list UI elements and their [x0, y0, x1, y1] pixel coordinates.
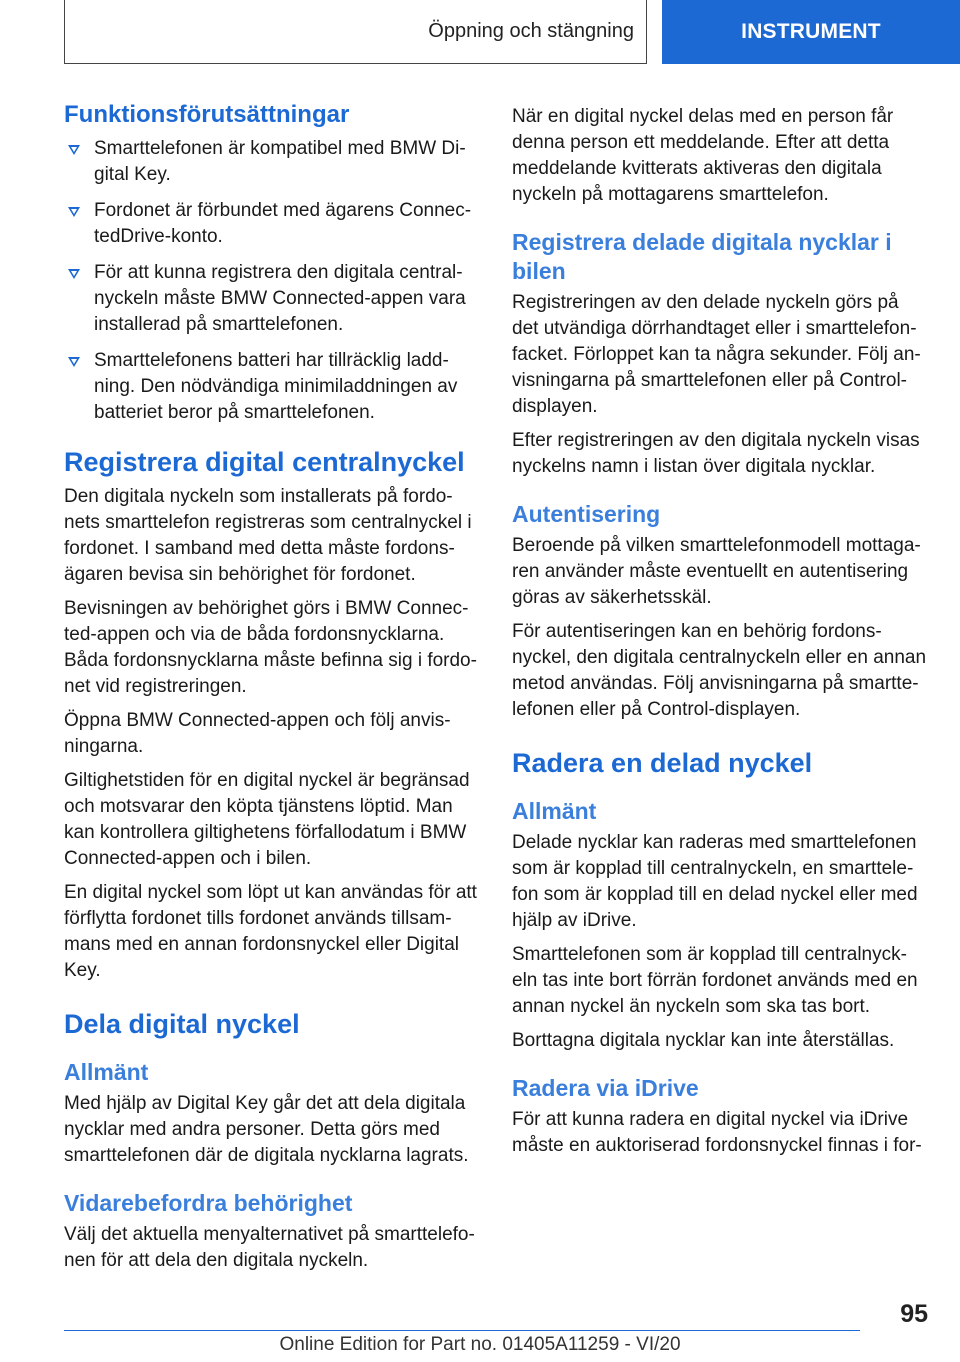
footer-edition: Online Edition for Part no. 01405A11259 - VI/20 — [279, 1334, 681, 1355]
paragraph: Efter registreringen av den digitala nyckeln visas nyckelns namn i listan över digitala nycklar. — [512, 430, 920, 477]
paragraph: Delade nycklar kan raderas med smarttelefonen som är kopplad till centralnyckeln, en smarttele‐fon som är kopplad till en delad nyckel eller med hjälp av iDrive. — [512, 832, 918, 931]
section-title: Funktionsförutsättningar — [64, 101, 350, 128]
subsection-title: Allmänt — [512, 798, 597, 824]
list-item: Smarttelefonens batteri har tillräcklig ladd‐ning. Den nödvändiga minimiladdningen av batteriet beror på smarttelefonen. — [64, 348, 480, 426]
paragraph: Borttagna digitala nycklar kan inte återställas. — [512, 1030, 895, 1051]
section-title: Dela digital nyckel — [64, 1009, 300, 1039]
footer-divider — [64, 1330, 860, 1331]
left-column — [64, 100, 480, 1282]
section-title: Autentisering — [512, 501, 661, 527]
section-registrera-delade — [512, 228, 930, 480]
paragraph: Med hjälp av Digital Key går det att dela digitala nycklar med andra personer. Detta görs med smarttelefonen där de digitala nycklarna lagrats. — [64, 1093, 469, 1166]
paragraph: Den digitala nyckeln som installerats på fordo‐nets smarttelefon registreras som centralnyckel i fordonet. I samband med detta måste fordons‐ägaren bevisa sin behörighet för fordonet. — [64, 486, 472, 585]
subsection-title: Vidarebefordra behörighet — [64, 1190, 353, 1216]
subsection-title: Radera via iDrive — [512, 1075, 699, 1101]
section-title: Radera en delad nyckel — [512, 748, 813, 778]
section-title: Registrera delade digitala nycklar i bilen — [512, 229, 892, 284]
paragraph: Beroende på vilken smarttelefonmodell mottaga‐ren använder måste eventuellt en autentisering göras av säkerhetsskäl. — [512, 535, 921, 608]
section-title: Registrera digital centralnyckel — [64, 447, 465, 477]
paragraph: Giltighetstiden för en digital nyckel är begränsad och motsvarar den köpta tjänstens löptid. Man kan kontrollera giltighetens förfallodatum i BMW Connected-appen och i bilen. — [64, 770, 470, 869]
list-item: För att kunna registrera den digitala central‐nyckeln måste BMW Connected-appen vara installerad på smarttelefonen. — [64, 260, 480, 338]
tab-label: INSTRUMENT — [741, 20, 881, 43]
section-funktionsforutsattningar — [64, 100, 480, 426]
header-chapter — [64, 0, 647, 64]
requirements-list — [64, 136, 480, 426]
paragraph: Öppna BMW Connected-appen och följ anvis‐ningarna. — [64, 710, 451, 757]
paragraph: För autentiseringen kan en behörig fordons‐nyckel, den digitala centralnyckeln eller en annan metod användas. Följ anvisningarna på smartte‐lefonen eller på Control-displayen. — [512, 621, 927, 720]
section-autentisering — [512, 500, 930, 723]
section-dela-digital-nyckel — [64, 1008, 480, 1274]
triangle-bullet-icon — [68, 357, 80, 367]
subsection-title: Allmänt — [64, 1059, 149, 1085]
list-item: Smarttelefonen är kompatibel med BMW Di‐gital Key. — [64, 136, 480, 188]
paragraph: En digital nyckel som löpt ut kan användas för att förflytta fordonet tills fordonet används tillsam‐mans med en annan fordonsnyckel eller Digital Key. — [64, 882, 477, 981]
section-radera-delad-nyckel — [512, 747, 930, 1159]
section-registrera-digital-centralnyckel — [64, 446, 480, 984]
chapter-title: Öppning och stängning — [428, 20, 634, 42]
paragraph: Välj det aktuella menyalternativet på smarttelefo‐nen för att dela den digitala nyckeln. — [64, 1224, 475, 1271]
paragraph: Bevisningen av behörighet görs i BMW Connec‐ted-appen och via de båda fordonsnycklarna. Båda fordonsnycklarna måste befinna sig i fordo‐net vid registreringen. — [64, 598, 477, 697]
paragraph: Smarttelefonen som är kopplad till centralnyck‐eln tas inte bort förrän fordonet används med en annan nyckel än nyckeln som ska tas bort. — [512, 944, 918, 1017]
paragraph: Registreringen av den delade nyckeln görs på det utvändiga dörrhandtaget eller i smarttelefon‐facket. Förloppet kan ta några sekunder. Följ an‐visningarna på smarttelefonen eller på Control-displayen. — [512, 292, 921, 417]
triangle-bullet-icon — [68, 207, 80, 217]
paragraph: När en digital nyckel delas med en person får denna person ett meddelande. Efter att detta meddelande kvitterats aktiveras den digitala nyckeln på mottagarens smarttelefon. — [512, 106, 894, 205]
page-number: 95 — [900, 1300, 928, 1328]
right-column — [512, 104, 930, 1167]
header-tab-instrument[interactable] — [662, 0, 960, 64]
list-item: Fordonet är förbundet med ägarens Connec‐tedDrive-konto. — [64, 198, 480, 250]
paragraph: För att kunna radera en digital nyckel via iDrive måste en auktoriserad fordonsnyckel finnas i for‐ — [512, 1109, 922, 1156]
triangle-bullet-icon — [68, 145, 80, 155]
triangle-bullet-icon — [68, 269, 80, 279]
